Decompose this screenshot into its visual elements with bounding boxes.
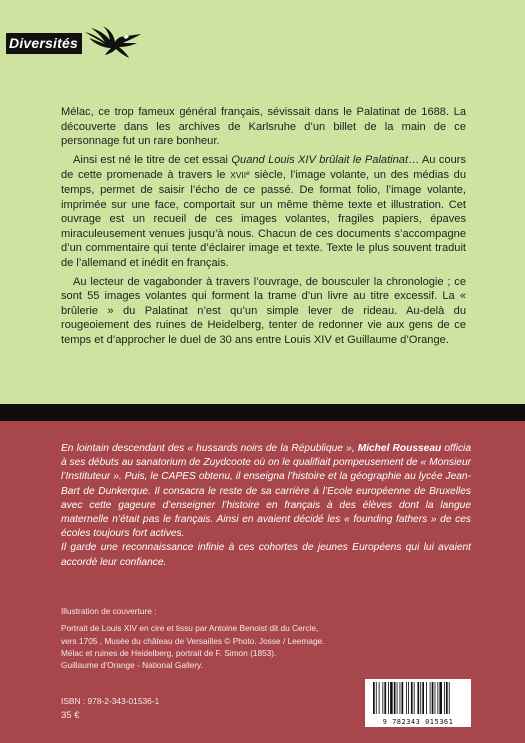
credits-line-1: Portrait de Louis XIV en cire et tissu par Antoine Benoist dit du Cercle, <box>61 623 319 634</box>
blurb-paragraph-3: Au lecteur de vagabonder à travers l’ouvrage, de bousculer la chronologie ; ce sont 55 images volantes qui forment la trame d’un livre au titre excessif. La « brûlerie » du Palatinat n’est qu’un simple lever de rideau. Au-delà du rougeoiement des ruines de Heidelberg, tenter de redonner vie aux gens de ce temps et d’approcher le duel de 30 ans entre Louis XIV et Guillaume d’Orange. <box>61 275 466 346</box>
blurb-p2-b: … Au cours de cette promenade à travers le <box>61 153 466 182</box>
bio-paragraph-1 <box>61 442 471 541</box>
series-label <box>6 33 82 54</box>
divider-band <box>0 404 525 421</box>
cover-credits <box>61 605 361 671</box>
barcode-bars <box>365 679 471 717</box>
eagle-icon <box>83 24 145 60</box>
blurb-p2-c: siècle, l’image volante, un des médias du temps, permet de saisir l’écho de ce passé. De format folio, l’image volante, imprimée sur une face, comportait sur un même thème texte et illustration. Cet ouvrage est un recueil de ces images volantes, fragiles papiers, épaves miraculeusement venues jusqu’à nous. Chacun de ces documents s’accompagne d’un commentaire qui tente d’éclairer image et texte. Texte le plus souvent traduit de l’allemand et inédit en français. <box>61 169 466 269</box>
bio-p1-a: En lointain descendant des « hussards noirs de la République », <box>61 443 358 454</box>
century: XVII <box>230 170 247 181</box>
blurb-p2-a: Ainsi est né le titre de cet essai <box>73 153 232 166</box>
book-title: Quand Louis XIV brûlait le Palatinat <box>231 153 409 166</box>
century-sup: e <box>246 170 250 178</box>
credits-line-2: vers 1705 , Musée du château de Versailles © Photo. Josse / Leemage. <box>61 635 325 646</box>
series-first-letter: D <box>9 35 20 51</box>
blurb-paragraph-2 <box>61 153 466 271</box>
credits-label: Illustration de couverture : <box>61 606 157 616</box>
bio-paragraph-2: Il garde une reconnaissance infinie à ces cohortes de jeunes Européens qui lui avaient accordé leur confiance. <box>61 542 471 568</box>
credits-line-4: Guillaume d’Orange - National Gallery. <box>61 660 203 671</box>
credits-line-3: Mélac et ruines de Heidelberg, portrait de F. Simon (1853). <box>61 647 277 658</box>
barcode-digits: 9 782343 015361 <box>382 718 454 726</box>
series-rest: iversités <box>19 35 78 51</box>
author-name: Michel Rousseau <box>357 443 442 454</box>
blurb <box>61 105 466 352</box>
bio-p1-b: officia à ses débuts au sanatorium de Zuydcoote où on le qualifiait pompeusement de « Monsieur l’Instituteur ». Puis, le CAPES obtenu, il enseigna l’histoire et la géographie au lycée Jean-Bart de Dunkerque. Il consacra le reste de sa carrière à l’Ecole européenne de Bruxelles avec cette gageure d’enseigner l’histoire en français à des élèves dont la langue maternelle n’était pas le français. Ainsi en avaient décidé les « founding fathers » de ces écoles toujours fort actives. <box>61 443 471 540</box>
isbn: ISBN : 978-2-343-01536-1 <box>61 696 160 706</box>
barcode <box>365 679 471 727</box>
author-bio <box>61 442 471 570</box>
price: 35 € <box>61 710 80 721</box>
blurb-paragraph-1: Mélac, ce trop fameux général français, sévissait dans le Palatinat de 1688. La découverte dans les archives de Karlsruhe d’un billet de la main de ce personnage fut un rare bonheur. <box>61 106 466 148</box>
